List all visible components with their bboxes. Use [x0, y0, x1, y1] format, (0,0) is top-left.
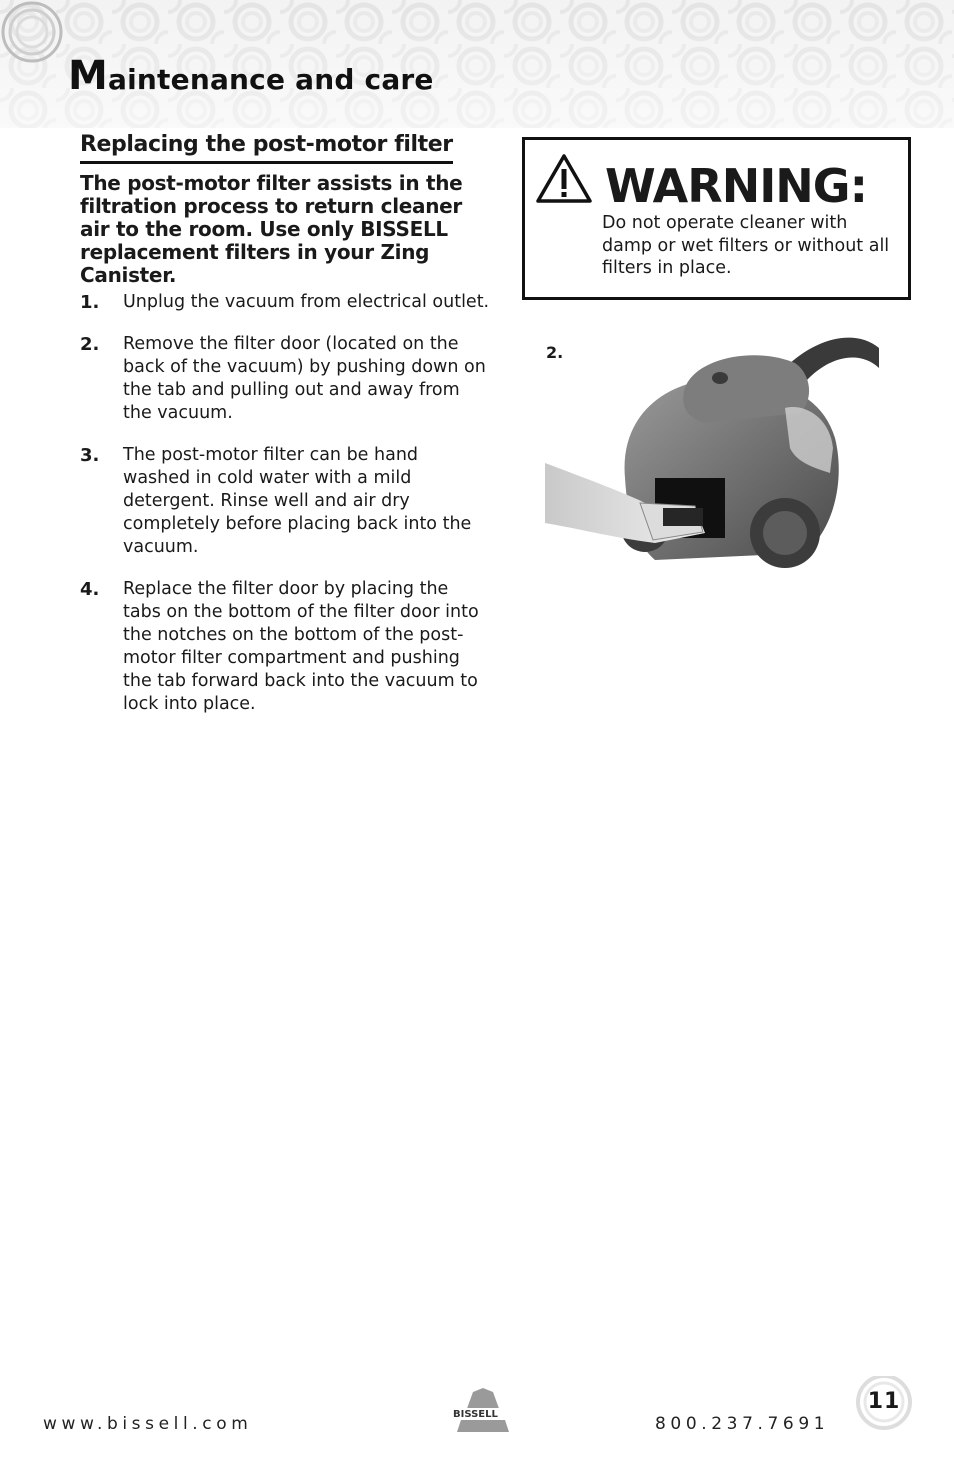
step-number: 3. — [80, 445, 100, 466]
page-title — [68, 53, 434, 99]
warning-triangle-icon — [535, 152, 593, 204]
steps-list — [80, 291, 490, 716]
title-initial: M — [68, 53, 109, 99]
step-text: The post-motor filter can be hand washed in cold water with a mild detergent. Rinse well and air dry completely before placing back into the vacuum. — [123, 445, 472, 557]
figure-label: 2. — [546, 343, 564, 362]
svg-text:BISSELL: BISSELL — [453, 1409, 498, 1420]
page-number-badge — [855, 1376, 913, 1434]
step-item — [80, 333, 490, 425]
step-number: 2. — [80, 334, 100, 355]
instructions-column — [80, 130, 490, 735]
title-rest: aintenance and care — [108, 63, 434, 96]
warning-text: Do not operate cleaner with damp or wet filters or without all filters in place. — [602, 213, 890, 278]
step-number: 1. — [80, 292, 100, 313]
warning-title: WARNING: — [605, 159, 867, 213]
warning-box — [522, 137, 911, 300]
bissell-logo — [451, 1388, 515, 1434]
title-swirl-icon — [0, 0, 64, 64]
intro-paragraph: The post-motor filter assists in the filtration process to return cleaner air to the room. Use only BISSELL replacement filters in your Zing Canister. — [80, 171, 463, 287]
step-text: Remove the filter door (located on the back of the vacuum) by pushing down on the tab and pulling out and away from the vacuum. — [123, 334, 486, 423]
header-pattern-band — [0, 0, 954, 128]
section-heading: Replacing the post-motor filter — [80, 131, 453, 164]
step-text: Unplug the vacuum from electrical outlet. — [123, 292, 490, 312]
vacuum-filter-door-illustration — [545, 328, 881, 573]
step-item — [80, 444, 490, 559]
step-item — [80, 578, 490, 716]
step-number: 4. — [80, 579, 100, 600]
step-item — [80, 291, 490, 314]
page-number: 11 — [867, 1389, 901, 1414]
footer-website: www.bissell.com — [43, 1414, 253, 1434]
footer-phone: 800.237.7691 — [655, 1414, 830, 1434]
step-text: Replace the filter door by placing the tabs on the bottom of the filter door into the notches on the bottom of the post-motor filter compartment and pushing the tab forward back into the vacuum to lock into place. — [123, 579, 479, 714]
